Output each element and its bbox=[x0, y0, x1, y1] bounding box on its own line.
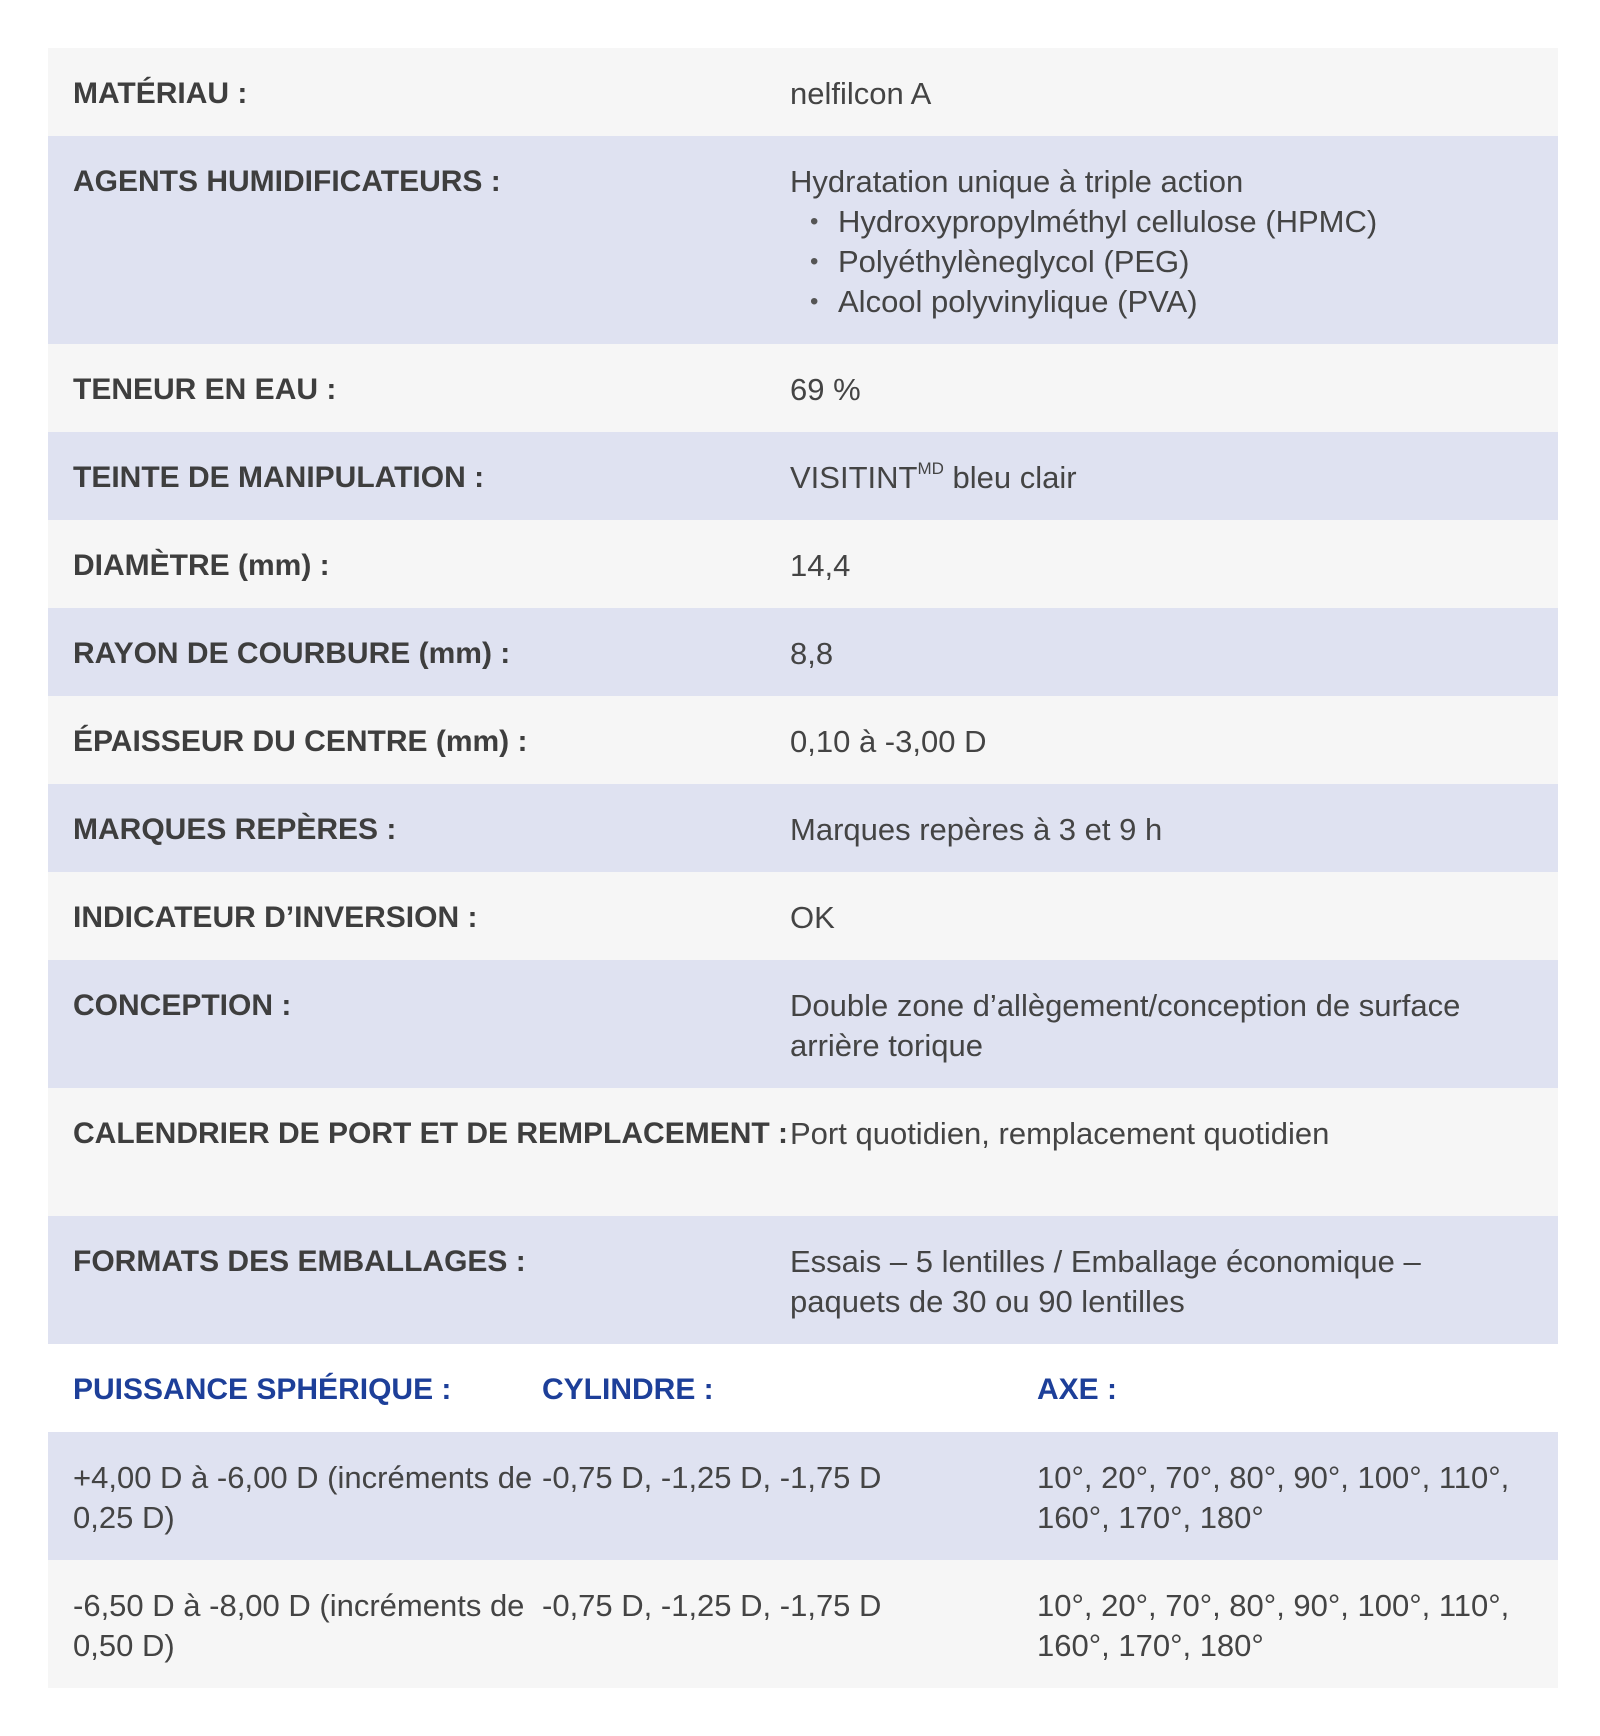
table-row bbox=[48, 1560, 1558, 1688]
spec-label: ÉPAISSEUR DU CENTRE (mm) : bbox=[73, 725, 528, 758]
spec-value: 8,8 bbox=[790, 636, 834, 671]
table-row bbox=[48, 1432, 1558, 1560]
spec-row-base-curve bbox=[48, 608, 1558, 696]
spec-value: nelfilcon A bbox=[790, 76, 932, 111]
spec-table bbox=[48, 48, 1558, 1688]
tint-color: bleu clair bbox=[943, 460, 1077, 495]
list-item: • Polyéthylèneglycol (PEG) bbox=[810, 242, 1528, 282]
spec-label: AGENTS HUMIDIFICATEURS : bbox=[73, 165, 501, 198]
spec-value: 69 % bbox=[790, 372, 861, 407]
spec-value: Port quotidien, remplacement quotidien bbox=[790, 1116, 1330, 1151]
brand-name: VISITINT bbox=[790, 460, 918, 495]
power-table-header bbox=[48, 1344, 1558, 1432]
spec-value: OK bbox=[790, 900, 835, 935]
spec-value: Marques repères à 3 et 9 h bbox=[790, 812, 1163, 847]
spec-row-water-content bbox=[48, 344, 1558, 432]
sphere-power-cell: +4,00 D à -6,00 D (incréments de 0,25 D) bbox=[73, 1460, 533, 1535]
wetting-agents-list bbox=[790, 202, 1528, 322]
spec-value: Essais – 5 lentilles / Emballage économique – paquets de 30 ou 90 lentilles bbox=[790, 1244, 1421, 1319]
spec-value-intro: Hydratation unique à triple action bbox=[790, 164, 1244, 199]
spec-row-material bbox=[48, 48, 1558, 136]
header-sphere-power: PUISSANCE SPHÉRIQUE : bbox=[73, 1373, 452, 1406]
spec-row-wetting-agents bbox=[48, 136, 1558, 344]
spec-row-handling-tint bbox=[48, 432, 1558, 520]
spec-label: INDICATEUR D’INVERSION : bbox=[73, 901, 478, 934]
sphere-power-cell: -6,50 D à -8,00 D (incréments de 0,50 D) bbox=[73, 1588, 525, 1663]
spec-label: CALENDRIER DE PORT ET DE REMPLACEMENT : bbox=[73, 1117, 789, 1150]
spec-label: TEINTE DE MANIPULATION : bbox=[73, 461, 485, 494]
spec-row-design bbox=[48, 960, 1558, 1088]
spec-label: FORMATS DES EMBALLAGES : bbox=[73, 1245, 526, 1278]
spec-label: RAYON DE COURBURE (mm) : bbox=[73, 637, 511, 670]
header-axis: AXE : bbox=[1037, 1373, 1118, 1406]
cylinder-cell: -0,75 D, -1,25 D, -1,75 D bbox=[542, 1460, 882, 1495]
spec-label: TENEUR EN EAU : bbox=[73, 373, 337, 406]
trademark-mark: MD bbox=[917, 459, 944, 478]
list-item: • Alcool polyvinylique (PVA) bbox=[810, 282, 1528, 322]
spec-row-center-thickness bbox=[48, 696, 1558, 784]
list-item: • Hydroxypropylméthyl cellulose (HPMC) bbox=[810, 202, 1528, 242]
cylinder-cell: -0,75 D, -1,25 D, -1,75 D bbox=[542, 1588, 882, 1623]
axis-cell: 10°, 20°, 70°, 80°, 90°, 100°, 110°, 160°, 170°, 180° bbox=[1037, 1460, 1510, 1535]
header-cylinder: CYLINDRE : bbox=[542, 1373, 714, 1406]
spec-value bbox=[790, 162, 1558, 344]
spec-label: CONCEPTION : bbox=[73, 989, 292, 1022]
spec-row-wear-schedule bbox=[48, 1088, 1558, 1216]
spec-label: MATÉRIAU : bbox=[73, 77, 248, 110]
spec-row-packaging bbox=[48, 1216, 1558, 1344]
spec-row-inversion-indicator bbox=[48, 872, 1558, 960]
spec-value: Double zone d’allègement/conception de surface arrière torique bbox=[790, 988, 1461, 1063]
spec-value: 0,10 à -3,00 D bbox=[790, 724, 987, 759]
spec-label: MARQUES REPÈRES : bbox=[73, 813, 397, 846]
spec-value bbox=[790, 458, 1558, 520]
spec-row-marks bbox=[48, 784, 1558, 872]
axis-cell: 10°, 20°, 70°, 80°, 90°, 100°, 110°, 160°, 170°, 180° bbox=[1037, 1588, 1510, 1663]
spec-label: DIAMÈTRE (mm) : bbox=[73, 549, 330, 582]
spec-value: 14,4 bbox=[790, 548, 851, 583]
spec-row-diameter bbox=[48, 520, 1558, 608]
